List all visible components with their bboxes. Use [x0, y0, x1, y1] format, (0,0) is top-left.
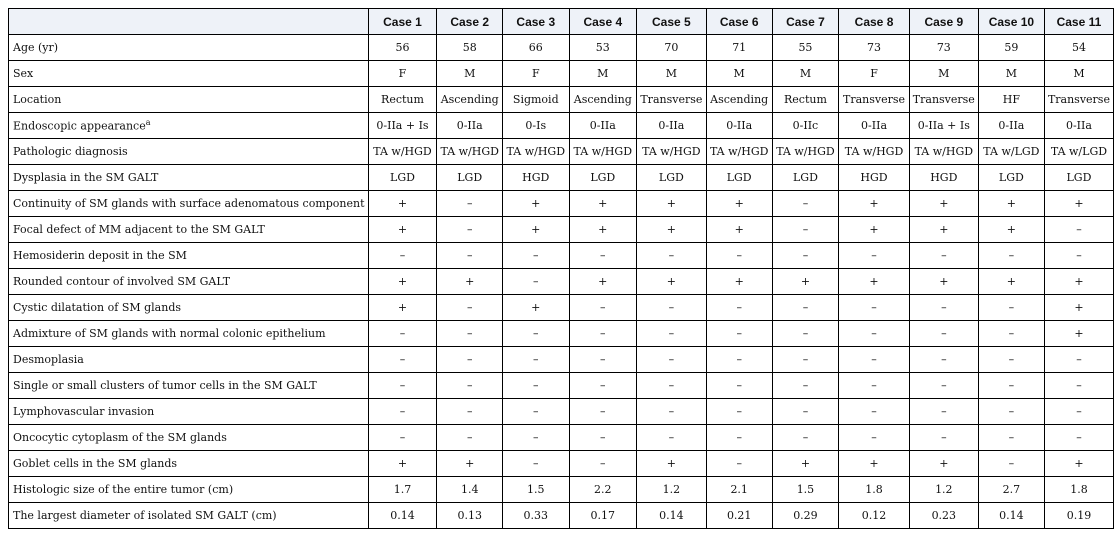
row-label-cell — [9, 399, 369, 425]
row-label: Hemosiderin deposit in the SM — [13, 249, 187, 262]
table-cell: + — [839, 451, 910, 477]
table-cell: M — [706, 61, 772, 87]
table-cell: TA w/HGD — [569, 139, 636, 165]
table-cell: – — [909, 295, 978, 321]
row-label: Admixture of SM glands with normal colonic epithelium — [13, 327, 326, 340]
row-label-cell — [9, 503, 369, 529]
table-cell: 0.14 — [978, 503, 1044, 529]
table-cell: – — [368, 347, 437, 373]
table-cell: – — [978, 399, 1044, 425]
table-cell: – — [706, 347, 772, 373]
table-row — [9, 35, 1114, 61]
column-header: Case 6 — [706, 9, 772, 35]
row-label-cell — [9, 35, 369, 61]
table-cell: + — [706, 191, 772, 217]
table-cell: – — [772, 347, 839, 373]
table-cell: 0.21 — [706, 503, 772, 529]
row-label: Sex — [13, 67, 34, 80]
table-cell: – — [1044, 347, 1113, 373]
table-row — [9, 113, 1114, 139]
row-label-cell — [9, 321, 369, 347]
table-body — [9, 35, 1114, 529]
row-label-cell — [9, 87, 369, 113]
table-row — [9, 477, 1114, 503]
table-cell: + — [839, 269, 910, 295]
table-cell: – — [1044, 425, 1113, 451]
table-cell: – — [772, 191, 839, 217]
table-cell: TA w/LGD — [1044, 139, 1113, 165]
table-cell: LGD — [1044, 165, 1113, 191]
table-cell: 55 — [772, 35, 839, 61]
table-cell: + — [368, 269, 437, 295]
header-blank-cell — [9, 9, 369, 35]
table-cell: – — [569, 373, 636, 399]
table-cell: + — [978, 217, 1044, 243]
table-cell: TA w/HGD — [706, 139, 772, 165]
table-cell: 2.7 — [978, 477, 1044, 503]
table-cell: TA w/HGD — [636, 139, 706, 165]
table-cell: – — [636, 347, 706, 373]
table-cell: – — [706, 399, 772, 425]
table-cell: + — [909, 217, 978, 243]
table-cell: + — [502, 295, 569, 321]
table-cell: 2.1 — [706, 477, 772, 503]
table-cell: 70 — [636, 35, 706, 61]
table-cell: F — [502, 61, 569, 87]
table-cell: – — [569, 451, 636, 477]
table-cell: + — [772, 269, 839, 295]
table-cell: HGD — [839, 165, 910, 191]
table-cell: + — [368, 191, 437, 217]
column-header: Case 4 — [569, 9, 636, 35]
table-row — [9, 87, 1114, 113]
table-cell: LGD — [772, 165, 839, 191]
table-cell: + — [636, 451, 706, 477]
table-cell: 0.17 — [569, 503, 636, 529]
table-cell: + — [636, 269, 706, 295]
row-label: Rounded contour of involved SM GALT — [13, 275, 231, 288]
table-cell: 59 — [978, 35, 1044, 61]
table-cell: + — [636, 217, 706, 243]
table-cell: – — [437, 295, 503, 321]
table-row — [9, 61, 1114, 87]
table-cell: – — [569, 321, 636, 347]
table-cell: 0-IIa — [978, 113, 1044, 139]
table-cell: + — [502, 217, 569, 243]
table-cell: – — [978, 425, 1044, 451]
table-cell: – — [437, 191, 503, 217]
table-cell: – — [437, 373, 503, 399]
table-cell: – — [1044, 243, 1113, 269]
row-label: Cystic dilatation of SM glands — [13, 301, 182, 314]
table-cell: – — [502, 399, 569, 425]
table-cell: – — [502, 243, 569, 269]
table-cell: 1.8 — [839, 477, 910, 503]
table-cell: – — [569, 399, 636, 425]
table-cell: 1.2 — [909, 477, 978, 503]
table-cell: 0-IIa — [839, 113, 910, 139]
table-cell: – — [839, 373, 910, 399]
table-cell: – — [437, 425, 503, 451]
table-row — [9, 295, 1114, 321]
table-cell: TA w/HGD — [772, 139, 839, 165]
table-cell: Ascending — [706, 87, 772, 113]
table-cell: Ascending — [437, 87, 503, 113]
table-cell: 0.14 — [636, 503, 706, 529]
table-cell: M — [978, 61, 1044, 87]
table-cell: + — [437, 451, 503, 477]
table-cell: – — [368, 373, 437, 399]
row-label: Single or small clusters of tumor cells in the SM GALT — [13, 379, 317, 392]
table-row — [9, 243, 1114, 269]
table-cell: + — [909, 191, 978, 217]
table-cell: – — [772, 373, 839, 399]
table-cell: – — [437, 243, 503, 269]
row-label: Location — [13, 93, 62, 106]
table-cell: LGD — [706, 165, 772, 191]
row-label-cell — [9, 243, 369, 269]
table-cell: + — [839, 191, 910, 217]
column-header: Case 5 — [636, 9, 706, 35]
table-cell: Rectum — [368, 87, 437, 113]
row-label: Desmoplasia — [13, 353, 84, 366]
row-label-cell — [9, 477, 369, 503]
table-cell: – — [909, 399, 978, 425]
table-cell: – — [978, 295, 1044, 321]
table-cell: + — [636, 191, 706, 217]
row-label-cell — [9, 373, 369, 399]
table-cell: – — [839, 295, 910, 321]
table-cell: HGD — [502, 165, 569, 191]
table-cell: 1.5 — [502, 477, 569, 503]
row-label-cell — [9, 61, 369, 87]
table-cell: – — [502, 269, 569, 295]
table-cell: – — [569, 425, 636, 451]
table-cell: 0-IIa + Is — [368, 113, 437, 139]
table-cell: M — [437, 61, 503, 87]
table-cell: + — [772, 451, 839, 477]
footnote-marker: a — [145, 118, 151, 128]
table-cell: 56 — [368, 35, 437, 61]
table-cell: – — [437, 347, 503, 373]
row-label-cell — [9, 269, 369, 295]
table-cell: – — [368, 243, 437, 269]
table-cell: LGD — [569, 165, 636, 191]
row-label-cell — [9, 191, 369, 217]
table-cell: 0.33 — [502, 503, 569, 529]
table-cell: LGD — [368, 165, 437, 191]
table-cell: + — [1044, 295, 1113, 321]
table-cell: – — [978, 347, 1044, 373]
table-cell: – — [978, 373, 1044, 399]
table-cell: Sigmoid — [502, 87, 569, 113]
table-cell: – — [706, 243, 772, 269]
row-label: Focal defect of MM adjacent to the SM GALT — [13, 223, 265, 236]
table-row — [9, 321, 1114, 347]
row-label-cell — [9, 347, 369, 373]
row-label: Pathologic diagnosis — [13, 145, 128, 158]
table-cell: Transverse — [1044, 87, 1113, 113]
column-header: Case 3 — [502, 9, 569, 35]
table-row — [9, 191, 1114, 217]
table-cell: – — [368, 399, 437, 425]
table-cell: – — [1044, 373, 1113, 399]
table-cell: HGD — [909, 165, 978, 191]
table-cell: + — [706, 269, 772, 295]
row-label: Oncocytic cytoplasm of the SM glands — [13, 431, 227, 444]
table-header-row — [9, 9, 1114, 35]
table-cell: + — [1044, 321, 1113, 347]
table-cell: – — [772, 321, 839, 347]
table-cell: 0.14 — [368, 503, 437, 529]
table-cell: F — [839, 61, 910, 87]
table-cell: – — [978, 321, 1044, 347]
table-cell: 0-IIa — [706, 113, 772, 139]
table-cell: – — [502, 347, 569, 373]
table-cell: – — [1044, 399, 1113, 425]
table-cell: + — [1044, 269, 1113, 295]
table-cell: – — [569, 347, 636, 373]
table-row — [9, 451, 1114, 477]
table-cell: – — [772, 295, 839, 321]
table-cell: + — [909, 451, 978, 477]
table-cell: – — [706, 373, 772, 399]
table-cell: 73 — [839, 35, 910, 61]
table-cell: 53 — [569, 35, 636, 61]
row-label: Continuity of SM glands with surface adenomatous component — [13, 197, 365, 210]
table-cell: – — [636, 321, 706, 347]
table-row — [9, 217, 1114, 243]
table-cell: – — [636, 425, 706, 451]
table-cell: 0.13 — [437, 503, 503, 529]
table-cell: M — [636, 61, 706, 87]
table-cell: – — [909, 321, 978, 347]
table-cell: – — [978, 243, 1044, 269]
table-cell: 0-IIa — [437, 113, 503, 139]
table-cell: + — [978, 191, 1044, 217]
table-cell: 0.19 — [1044, 503, 1113, 529]
table-cell: 54 — [1044, 35, 1113, 61]
table-cell: – — [437, 321, 503, 347]
table-cell: 1.5 — [772, 477, 839, 503]
table-cell: + — [569, 269, 636, 295]
table-row — [9, 347, 1114, 373]
table-cell: LGD — [636, 165, 706, 191]
table-cell: + — [706, 217, 772, 243]
table-cell: Transverse — [839, 87, 910, 113]
table-cell: – — [437, 399, 503, 425]
row-label-cell — [9, 451, 369, 477]
table-cell: TA w/HGD — [839, 139, 910, 165]
table-cell: 0.29 — [772, 503, 839, 529]
column-header: Case 10 — [978, 9, 1044, 35]
table-cell: – — [368, 425, 437, 451]
table-cell: + — [909, 269, 978, 295]
table-cell: 0-Is — [502, 113, 569, 139]
table-cell: 73 — [909, 35, 978, 61]
table-cell: TA w/HGD — [437, 139, 503, 165]
table-cell: 0.12 — [839, 503, 910, 529]
table-cell: – — [909, 425, 978, 451]
table-cell: 1.4 — [437, 477, 503, 503]
table-cell: + — [368, 217, 437, 243]
column-header: Case 1 — [368, 9, 437, 35]
table-cell: – — [909, 243, 978, 269]
column-header: Case 7 — [772, 9, 839, 35]
table-cell: + — [978, 269, 1044, 295]
table-cell: TA w/HGD — [502, 139, 569, 165]
table-cell: – — [706, 425, 772, 451]
table-cell: – — [636, 399, 706, 425]
table-cell: – — [706, 451, 772, 477]
table-cell: – — [636, 295, 706, 321]
table-cell: + — [502, 191, 569, 217]
table-cell: Transverse — [909, 87, 978, 113]
table-cell: – — [502, 321, 569, 347]
table-cell: – — [978, 451, 1044, 477]
table-cell: – — [909, 347, 978, 373]
table-cell: TA w/HGD — [909, 139, 978, 165]
table-cell: + — [569, 191, 636, 217]
table-cell: – — [636, 243, 706, 269]
table-cell: + — [437, 269, 503, 295]
table-cell: Transverse — [636, 87, 706, 113]
case-comparison-table — [8, 8, 1114, 529]
column-header: Case 11 — [1044, 9, 1113, 35]
table-cell: 0-IIa + Is — [909, 113, 978, 139]
row-label: Endoscopic appearance — [13, 119, 146, 133]
table-cell: TA w/LGD — [978, 139, 1044, 165]
row-label: Lymphovascular invasion — [13, 405, 155, 418]
table-cell: 1.7 — [368, 477, 437, 503]
table-cell: + — [569, 217, 636, 243]
row-label-cell — [9, 139, 369, 165]
table-cell: – — [368, 321, 437, 347]
table-cell: + — [839, 217, 910, 243]
table-container — [8, 8, 1114, 529]
table-cell: – — [636, 373, 706, 399]
table-row — [9, 139, 1114, 165]
table-cell: 0-IIa — [636, 113, 706, 139]
column-header: Case 2 — [437, 9, 503, 35]
table-cell: + — [1044, 451, 1113, 477]
row-label: Histologic size of the entire tumor (cm) — [13, 483, 234, 496]
table-cell: – — [502, 373, 569, 399]
table-cell: 71 — [706, 35, 772, 61]
table-cell: – — [839, 347, 910, 373]
table-row — [9, 165, 1114, 191]
table-cell: 2.2 — [569, 477, 636, 503]
row-label-cell — [9, 165, 369, 191]
table-cell: – — [839, 425, 910, 451]
table-cell: 66 — [502, 35, 569, 61]
table-cell: 0-IIa — [1044, 113, 1113, 139]
table-cell: – — [569, 243, 636, 269]
table-cell: 1.2 — [636, 477, 706, 503]
table-cell: M — [772, 61, 839, 87]
table-cell: – — [569, 295, 636, 321]
table-cell: – — [502, 425, 569, 451]
table-cell: 58 — [437, 35, 503, 61]
table-cell: 0.23 — [909, 503, 978, 529]
table-cell: F — [368, 61, 437, 87]
table-cell: – — [909, 373, 978, 399]
table-cell: – — [772, 243, 839, 269]
row-label-cell — [9, 113, 369, 139]
row-label-cell — [9, 425, 369, 451]
table-cell: 1.8 — [1044, 477, 1113, 503]
table-cell: – — [1044, 217, 1113, 243]
table-cell: 0-IIa — [569, 113, 636, 139]
table-row — [9, 425, 1114, 451]
table-cell: LGD — [978, 165, 1044, 191]
table-cell: TA w/HGD — [368, 139, 437, 165]
row-label-cell — [9, 217, 369, 243]
table-cell: – — [502, 451, 569, 477]
row-label: The largest diameter of isolated SM GALT (cm) — [13, 509, 277, 522]
table-cell: – — [839, 243, 910, 269]
row-label: Dysplasia in the SM GALT — [13, 171, 159, 184]
table-row — [9, 373, 1114, 399]
table-cell: – — [772, 217, 839, 243]
table-row — [9, 269, 1114, 295]
table-cell: HF — [978, 87, 1044, 113]
table-cell: – — [839, 399, 910, 425]
table-cell: – — [706, 321, 772, 347]
table-cell: M — [569, 61, 636, 87]
row-label: Goblet cells in the SM glands — [13, 457, 178, 470]
table-cell: 0-IIc — [772, 113, 839, 139]
table-cell: + — [368, 451, 437, 477]
table-cell: – — [706, 295, 772, 321]
row-label-cell — [9, 295, 369, 321]
table-cell: – — [839, 321, 910, 347]
row-label: Age (yr) — [13, 41, 59, 54]
table-cell: + — [368, 295, 437, 321]
table-row — [9, 503, 1114, 529]
table-cell: LGD — [437, 165, 503, 191]
column-header: Case 8 — [839, 9, 910, 35]
table-row — [9, 399, 1114, 425]
table-cell: – — [437, 217, 503, 243]
table-cell: – — [772, 425, 839, 451]
table-cell: + — [1044, 191, 1113, 217]
table-cell: M — [909, 61, 978, 87]
table-cell: M — [1044, 61, 1113, 87]
column-header: Case 9 — [909, 9, 978, 35]
table-cell: – — [772, 399, 839, 425]
table-cell: Rectum — [772, 87, 839, 113]
table-cell: Ascending — [569, 87, 636, 113]
